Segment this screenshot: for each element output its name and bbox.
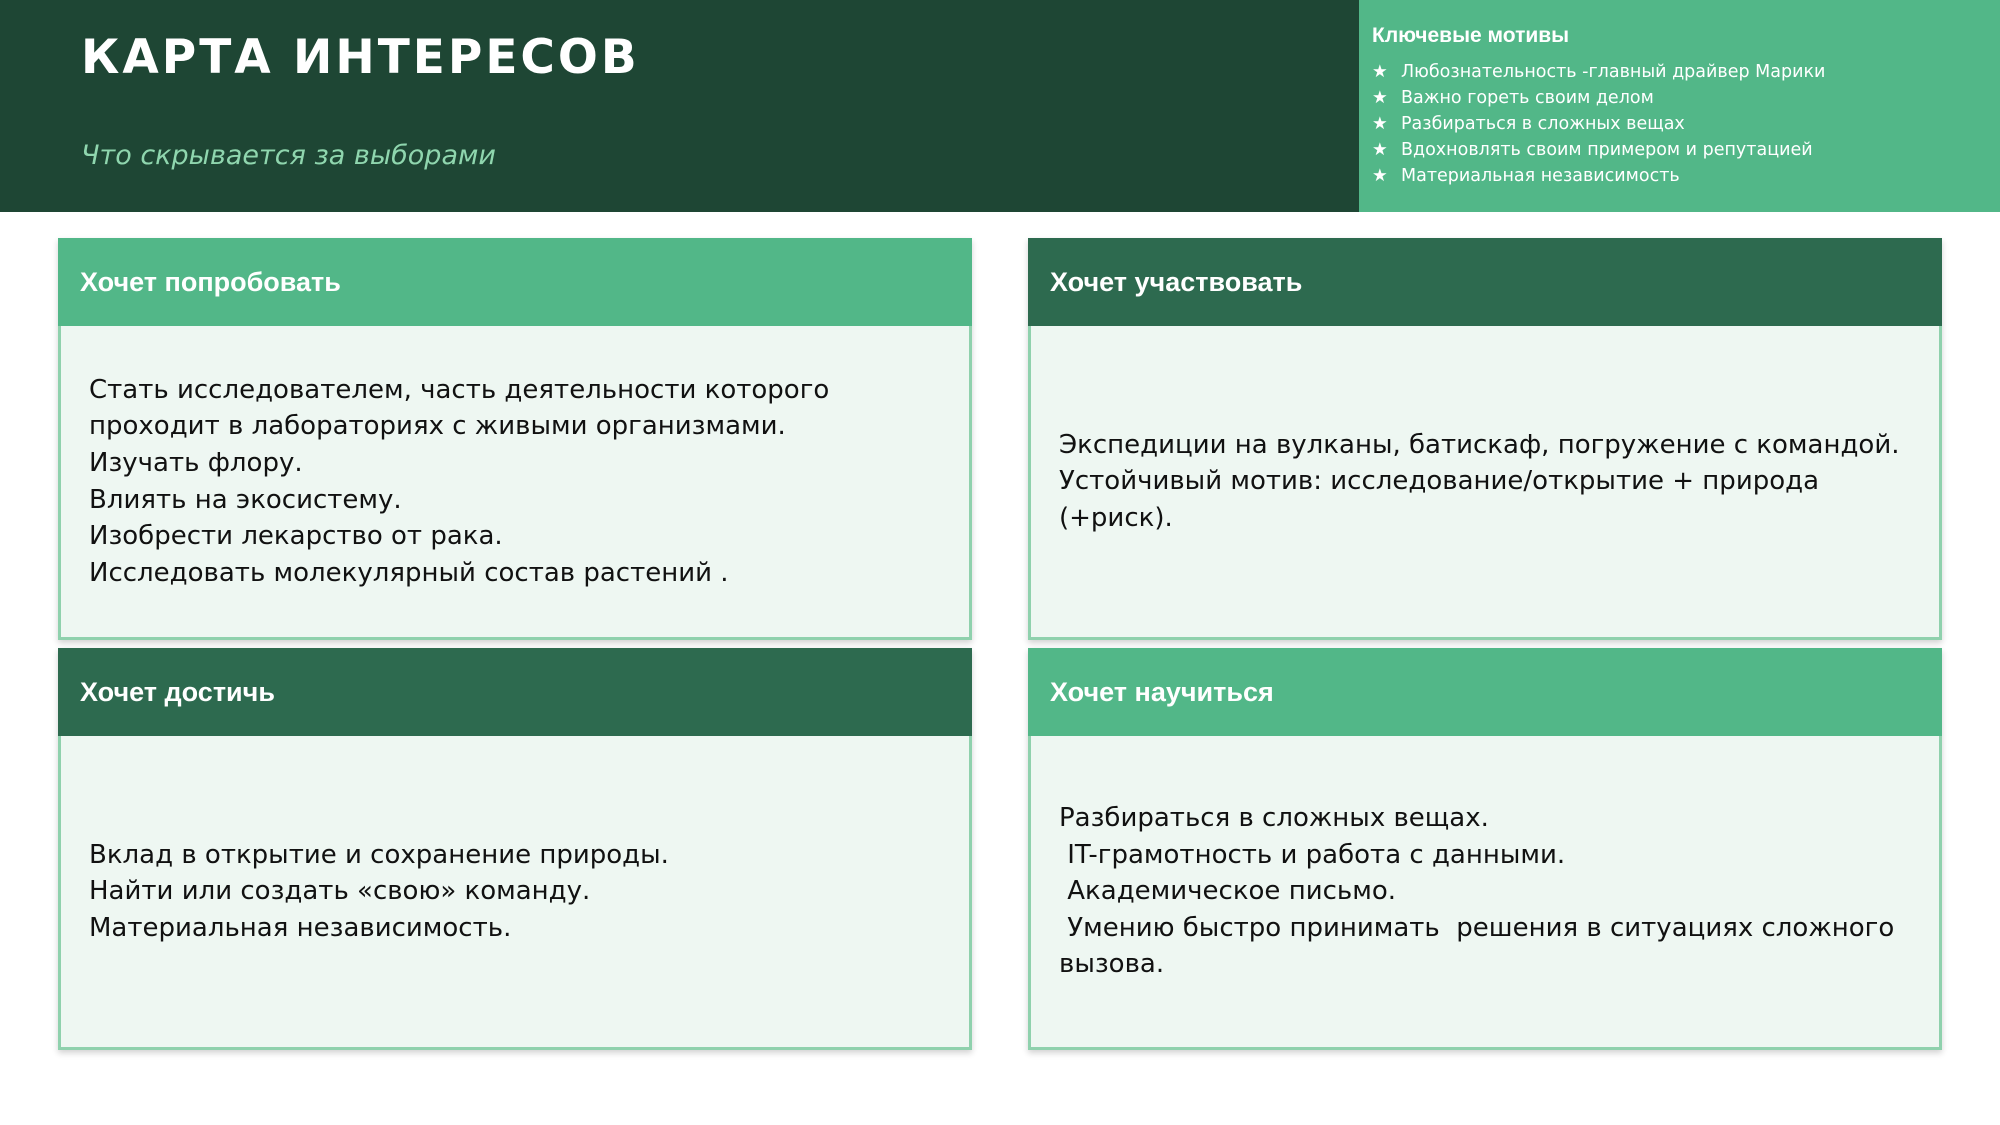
card-body [61,736,969,1047]
card-line: Экспедиции на вулканы, батискаф, погружение с командой. [1059,429,1900,460]
card-wants-to-learn [1028,648,1942,1050]
card-wants-to-participate [1028,238,1942,640]
card-line: Устойчивый мотив: исследование/открытие + природа (+риск). [1059,466,1828,533]
page-subtitle: Что скрывается за выборами [81,140,496,171]
card-text [89,837,669,947]
card-line: Исследовать молекулярный состав растений . [89,557,729,588]
card-text [89,372,941,592]
page-title: КАРТА ИНТЕРЕСОВ [81,30,640,85]
star-icon: ★ [1372,166,1388,186]
card-line: Вклад в открытие и сохранение природы. [89,839,669,870]
card-line: Академическое письмо. [1059,876,1396,907]
card-line: Влиять на экосистему. [89,484,402,515]
header-banner [0,0,1359,212]
card-line: Материальная независимость. [89,912,512,943]
card-title: Хочет достичь [80,676,275,707]
card-title: Хочет участвовать [1050,266,1303,297]
key-motives-list [1372,59,2000,189]
card-title: Хочет попробовать [80,266,341,297]
star-icon: ★ [1372,114,1388,134]
card-body [61,326,969,637]
key-motives-panel [1359,0,2000,212]
motive-text: Вдохновлять своим примером и репутацией [1401,140,1813,160]
motive-item [1372,163,2000,189]
card-body [1031,736,1939,1047]
motive-item [1372,85,2000,111]
star-icon: ★ [1372,62,1388,82]
star-icon: ★ [1372,88,1388,108]
card-body [1031,326,1939,637]
card-header [1028,648,1942,736]
motive-text: Важно гореть своим делом [1401,88,1654,108]
card-line: IT-грамотность и работа с данными. [1059,839,1566,870]
motive-text: Материальная независимость [1401,166,1680,186]
card-line: Найти или создать «свою» команду. [89,876,591,907]
card-line: Умению быстро принимать решения в ситуациях сложного вызова. [1059,912,1903,980]
card-line: Разбираться в сложных вещах. [1059,803,1489,834]
card-header [58,238,972,326]
motive-item [1372,137,2000,163]
card-line: Изучать флору. [89,447,303,478]
card-wants-to-achieve [58,648,972,1050]
motive-text: Разбираться в сложных вещах [1401,114,1685,134]
motive-text: Любознательность -главный драйвер Марики [1401,62,1826,82]
motive-item [1372,59,2000,85]
star-icon: ★ [1372,140,1388,160]
card-line: Стать исследователем, часть деятельности которого проходит в лабораториях с живыми организмами. [89,374,838,442]
motive-item [1372,111,2000,137]
card-title: Хочет научиться [1050,676,1274,707]
card-wants-to-try [58,238,972,640]
card-text [1059,800,1911,983]
card-text [1059,427,1911,537]
card-line: Изобрести лекарство от рака. [89,521,503,552]
card-header [58,648,972,736]
card-header [1028,238,1942,326]
key-motives-title: Ключевые мотивы [1372,24,1570,47]
